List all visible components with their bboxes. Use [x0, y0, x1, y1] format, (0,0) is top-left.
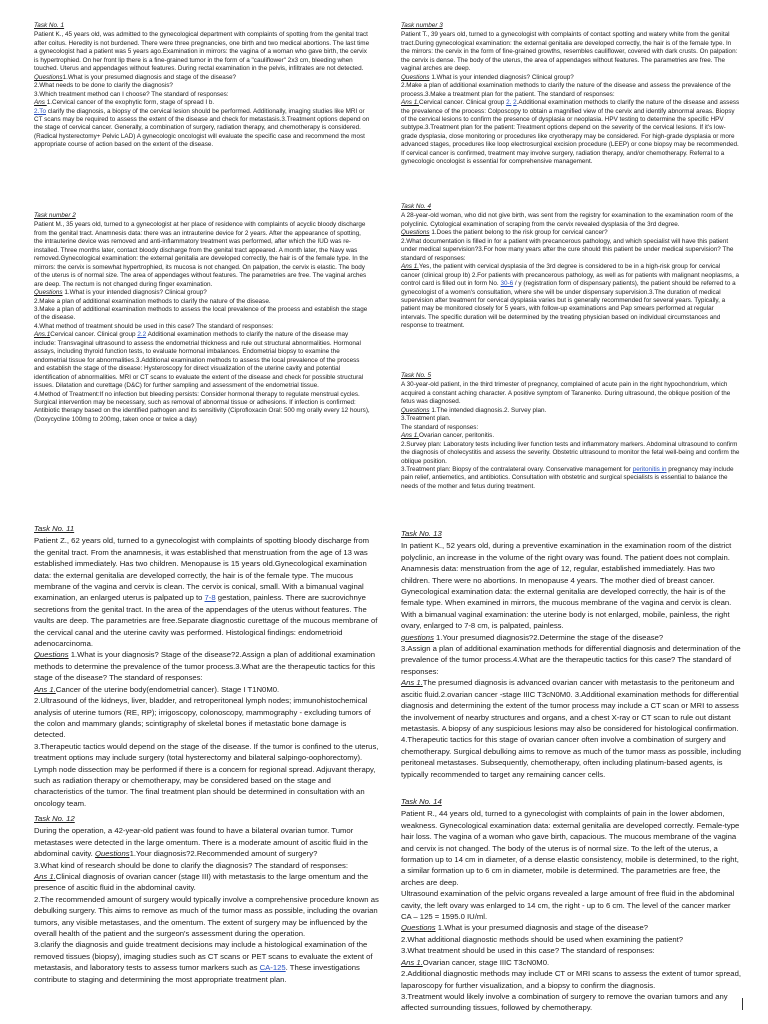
task-paragraph — [34, 825, 380, 859]
text-run: 2.Make a plan of additional examination methods to clarify the nature of the disease and assess the prevalence of the process.3.Make a treatment plan for the patient. The standard of responses: — [401, 82, 731, 98]
task-paragraph — [34, 535, 380, 649]
task-paragraph — [34, 391, 370, 425]
section-label: Questions — [401, 406, 430, 414]
text-run: 3.Make a plan of additional examination methods to assess the local prevalence of the process and establish the stage of the disease. — [34, 305, 368, 322]
text-run: clarify the diagnosis, a biopsy of the cervical lesion should be performed. Additionally, imaging studies like MRI or CT scans may be required to assess the extent of the disease and check for metastasis.3.Treatment options depend on the stage of cervical cancer. Generally, a combination of surgery, radiation therapy, and chemotherapy is considered. (Radical hysterectomy+ Pelvic LAD) A gynecologic oncologist will evaluate the specific case and recommend the most appropriate course of action based on the extent of the disease. — [34, 107, 370, 149]
task-11 — [34, 523, 380, 809]
text-run: 1.Does the patient belong to the risk group for cervical cancer? — [429, 229, 608, 237]
text-run: Gynecological examination data: the external genitalia are developed correctly, the hair is of the female type. When examined in mirrors, the mucous membrane of the vagina and cervix is clean. With a bimanual vaginal examination: the uterine body is not enlarged, mobile, painless, the right ovary, enlarged to 7-8 cm, is palpated, painless. — [401, 587, 732, 631]
text-run: / y (registration form of dispensary patients), the patient should be referred to a gynecologist of a women's consultation, where she will be under dispensary supervision.3.The duration of medical supervision after treatment for cervical dysplasia varies but is generally recommended for several years. Typically, a patient may be monitored closely for 5 years, with follow-up examinations and Pap smears performed at regular intervals. The specific duration will be determined by the treating physician based on individual circumstances and response to treatment. — [401, 280, 736, 330]
task-paragraph — [34, 860, 380, 871]
text-run: 1.What is your intended diagnosis? Clinical group? — [429, 73, 574, 81]
task-paragraph — [401, 212, 740, 229]
text-run: A 30-year-old patient, in the third trimester of pregnancy, complained of acute pain in the right hypochondrium, which acquired a constant aching character. A positive symptom of Taranenko. During ultrasound, the oblique position of the fetus was diagnosed. — [401, 381, 731, 406]
task-paragraph — [34, 649, 380, 683]
text-run: 2.Make a plan of additional examination methods to clarify the nature of the disease. — [34, 297, 271, 305]
text-run: Clinical diagnosis of ovarian cancer (stage III) with metastasis to the large omentum and the presence of ascitic fluid in the abdominal cavity. — [34, 872, 369, 893]
task-paragraph — [401, 677, 741, 734]
section-label: Ans 1. — [401, 957, 423, 967]
inline-link[interactable]: peritonitis in — [632, 465, 667, 473]
task-paragraph — [401, 415, 740, 423]
text-run: 1.Your diagnosis?2.Recommended amount of surgery? — [129, 849, 318, 859]
section-label: Ans 1. — [34, 684, 56, 694]
task-paragraph — [401, 424, 740, 432]
text-run: 2.Survey plan: Laboratory tests including liver function tests and inflammatory markers. Abdominal ultrasound to confirm the diagnosis of cholecystitis and assess the severity. Obstetric ultrasound to monitor the fetal well-being and confirm the oblique position. — [401, 440, 740, 465]
text-run: During the operation, a 42-year-old patient was found to have a bilateral ovarian tumor. Tumor metastases were detected in the large omentum. There is a moderate amount of ascitic fluid in the abdominal cavity. — [34, 826, 369, 859]
section-label: Questions — [94, 849, 130, 859]
inline-link[interactable]: 2 — [513, 99, 517, 107]
text-run: Patient M., 35 years old, turned to a gynecologist at her place of residence with complaints of acyclic bloody discharge from the genital tract. Anamnesis data: there was an intrauterine device for 2 years. After the appearance of spotting, the intrauterine device was removed and anti-inflammatory treatment was performed, after which the IUD was re-installed. Three months later, contact bloody discharge from the genital tract appeared. A month later, the Navy was removed.Gynecological examination: the external genitalia are developed correctly, the hair is of the female type. In the mirrors: the cervix is somewhat hypertrophied, its mucosa is not changed. On palpation, the cervix is elastic. The body of the uterus is of normal size. The area of appendages without features. The parametries are free. The vaginal arches are deep. The rectum is not changed during finger examination. — [34, 221, 369, 288]
text-run: . These investigations contribute to staging and determining the most appropriate treatment plan. — [34, 963, 360, 984]
task-heading: Task No. 1 — [34, 22, 65, 29]
task-heading: Task No. 12 — [34, 814, 75, 823]
task-paragraph — [401, 99, 740, 167]
task-paragraph — [34, 298, 370, 306]
task-paragraph — [401, 82, 740, 99]
section-label: Ans 1. — [401, 99, 419, 107]
task-paragraph — [401, 643, 741, 677]
inline-link[interactable]: CA-125 — [259, 963, 286, 973]
task-paragraph — [34, 91, 370, 99]
text-run: Yes, the patient with cervical dysplasia of the 3rd degree is considered to be in a high-risk group for cervical cancer (clinical group Ib) 2.For patients with precancerous pathology, as well as for patients with malignant neoplasms, a control card is filled out in form No. — [401, 263, 740, 288]
section-label: Ans 1. — [401, 432, 419, 440]
task-1 — [34, 22, 370, 150]
text-run: 3.Therapeutic tactics would depend on the stage of the disease. If the tumor is confined to the uterus, treatment options may include surgery (total hysterectomy and bilateral salpingo-oophorectomy). Lymph node dissection may be performed if there is a concern for regional spread. Adjuvant therapy, such as radiation therapy or chemotherapy, may be considered based on the stage and characteristics of the tumor. The final treatment plan should be determined in consultation with an oncology team. — [34, 741, 379, 808]
text-run: 2.The recommended amount of surgery would typically involve a comprehensive procedure known as debulking surgery. This aims to remove as much of the tumor mass as possible, including the ovarian tumors, any visible metastases, and the omentum. The extent of surgery may be influenced by the overall health of the patient and the surgeon's assessment during the operation. — [34, 894, 379, 939]
task-paragraph — [34, 323, 370, 331]
section-label: Questions — [401, 229, 430, 237]
text-run: Ultrasound examination of the pelvic organs revealed a large amount of free fluid in the abdominal cavity, the left ovary was enlarged to 14 cm, the right - up to 6 cm. The level of the cancer marker CA – 125 = 1595.0 IU/ml. — [401, 889, 735, 922]
task-14 — [401, 796, 741, 1014]
task-paragraph — [34, 221, 370, 289]
task-paragraph — [34, 31, 370, 73]
task-paragraph — [401, 957, 741, 968]
text-run: A 28-year-old woman, who did not give birth, was sent from the registry for examination to the examination room of the polyclinic. Cytological examination of scraping from the cervix revealed dysplasia of the 3rd degree. — [401, 212, 734, 228]
task-paragraph — [401, 263, 740, 331]
task-paragraph — [401, 407, 740, 415]
text-cursor — [742, 998, 743, 1010]
task-2 — [34, 212, 370, 424]
text-run: In patient K., 52 years old, during a preventive examination in the examination room of the district polyclinic, an increase in the volume of the right ovary was found. The patient does not complain. Anamnesis data: menstruation from the age of 12, regular, established immediately. Has two children. There were no abortions. In menopause 4 years. The mother died of breast cancer. — [401, 541, 732, 585]
text-run: The standard of responses: — [401, 423, 479, 431]
task-paragraph — [34, 74, 370, 82]
task-heading: Task number 3 — [401, 22, 443, 29]
text-run: Patient K., 45 years old, was admitted to the gynecological department with complaints of spotting from the genital tract after coitus. Heredity is not burdened. There were three pregnancies, one birth and two medical abortions. The last time a gynecologist had a patient was 5 years ago.Examination in mirrors: the vagina of a woman who gave birth, the cervix is hypertrophied. On her front lip there is a fine-grained tumor in the form of a "cauliflower" 2x3 cm, bleeding when touched. Uterus and appendages without features. During rectal examination in the pelvis, infiltrates are not detected. — [34, 31, 370, 73]
task-paragraph — [34, 939, 380, 985]
section-label: Ans — [34, 99, 47, 107]
task-paragraph — [401, 968, 741, 991]
task-paragraph — [401, 432, 740, 440]
text-run: Cancer of the uterine body(endometrial cancer). Stage I T1N0M0. — [55, 684, 280, 694]
task-paragraph — [34, 871, 380, 894]
text-run: 1.The intended diagnosis.2. Survey plan. — [429, 406, 547, 414]
task-paragraph — [401, 934, 741, 945]
inline-link[interactable]: 2. — [506, 99, 512, 107]
task-paragraph — [401, 229, 740, 237]
text-run: Patient T., 39 years old, turned to a gynecologist with complaints of contact spotting and watery white from the genital tract.During gynecological examination: the external genitalia are developed correctly, the hair is of the female type. In the mirrors: the cervix in the form of fine-grained growths, resembles cauliflower, covered with dark crusts. On palpation: the cervix is dense. The body of the uterus, the area of appendages without features. The parametries are free. The vaginal arches are deep. — [401, 31, 738, 73]
task-13 — [401, 528, 741, 780]
task-paragraph — [401, 888, 741, 922]
text-run: Patient Z., 62 years old, turned to a gynecologist with complaints of spotting bloody discharge from the genital tract. From the anamnesis, it was established that menstruation from the age of 13 was established immediately. Has two children. Menopause is 15 years old.Gynecological examination data: the external genitalia are developed correctly, the hair is of the female type. The mucous membrane of the vagina and cervix is clean. The cervix is conical, small. With a bimanual vaginal examination, an enlarged uterus is palpated up to — [34, 536, 370, 603]
text-run: The presumed diagnosis is advanced ovarian cancer with metastasis to the peritoneum and ascitic fluid.2.ovarian cancer -stage IIIC T3cN0M0. 3.Additional examination methods for differential diagnosis and determining the extent of the tumor process may include a CT scan or MRI to assess the involvement of nearby structures and organs, and a chest X-ray or CT scan to rule out distant metastasis. A biopsy of any suspicious lesions may also be considered for histological confirmation. — [401, 678, 739, 733]
text-run: 4.What method of treatment should be used in this case? The standard of responses: — [34, 322, 274, 330]
section-label: Questions — [34, 650, 69, 660]
text-run: 3.Assign a plan of additional examination methods for differential diagnosis and determination of the prevalence of the tumor process.4.What are the therapeutic tactics for this case? The standard of responses: — [401, 644, 741, 676]
text-run: 3.Treatment would likely involve a combination of surgery to remove the ovarian tumors and any affected surrounding tissues, followed by chemotherapy. — [401, 991, 728, 1013]
text-run: 4.Method of Treatment:If no infection but bleeding persists: Consider hormonal therapy to regulate menstrual cycles. Surgical intervention may be necessary, such as removal of abnormal tissue or adhesions. If infection is confirmed: Antibiotic therapy based on the identified pathogen and its sensitivity (Ciprofloxacin Oral: 500 mg orally every 12 hours), (Doxycycline 100mg to 200mg, taken once or twice a day) — [34, 390, 370, 423]
text-run: 1.Your presumed diagnosis?2.Determine the stage of the disease? — [433, 632, 664, 642]
section-label: Questions — [34, 73, 63, 81]
text-run: Cervical cancer. Clinical group — [418, 99, 507, 107]
task-paragraph — [401, 441, 740, 466]
text-run: 3.What treatment should be used in this case? The standard of responses: — [401, 946, 655, 956]
inline-link[interactable]: 2.2 — [137, 331, 147, 339]
task-paragraph — [34, 306, 370, 323]
text-run: 1.What is your intended diagnosis? Clinical group? — [62, 289, 207, 297]
task-paragraph — [401, 31, 740, 73]
task-paragraph — [34, 741, 380, 809]
task-paragraph — [401, 540, 741, 586]
task-paragraph — [401, 74, 740, 82]
text-run: 2.Ultrasound of the kidneys, liver, bladder, and retroperitoneal lymph nodes; immunohistochemical analysis of uterine tumors (RE, RP); irrigoscopy, colonoscopy, mammography - excluding tumors of the colon and mammary glands; scintigraphy of skeletal bones if metastatic bone damage is detected. — [34, 696, 371, 740]
text-run: 3.Treatment plan: Biopsy of the contralateral ovary. Conservative management for — [401, 465, 633, 473]
text-run: 3.What kind of research should be done to clarify the diagnosis? The standard of responses: — [34, 860, 348, 870]
text-run: 1.Cervical cancer of the exophytic form, stage of spread I b. — [46, 99, 215, 107]
task-paragraph — [401, 945, 741, 956]
text-run: 1.What is your diagnosis? Stage of the disease?2.Assign a plan of additional examination methods to determine the prevalence of the tumor process.3.What are the therapeutic tactics for this stage of the disease? The standard of responses: — [34, 650, 376, 683]
inline-link[interactable]: 7-8 — [204, 593, 216, 603]
task-paragraph — [34, 99, 370, 107]
task-heading: Task No. 13 — [401, 529, 442, 538]
text-run: 2.What needs to be done to clarify the diagnosis? — [34, 82, 173, 90]
inline-link[interactable]: 30-6 — [500, 280, 514, 288]
task-paragraph — [401, 238, 740, 263]
text-run: .Additional examination methods to clarify the nature of the disease and assess the prevalence of the process: Colposcopy to obtain a magnified view of the cervix and identify abnormal areas. Biopsy of the cervical lesions to confirm the presence of dysplasia or neoplasia. HPV testing to determine the specific HPV subtype.3.Treatment plan for the patient: Treatment options depend on the severity of the cervical lesions. If it's low-grade dysplasia, close monitoring or procedures like cryotherapy may be considered. For high-grade dysplasia or more advanced stages, procedures like loop electrosurgical excision procedure (LEEP) or cone biopsy may be recommended. If cervical cancer is confirmed, treatment may involve surgery, radiation therapy, and/or chemotherapy. Referral to a gynecologic oncologist is essential for comprehensive management. — [401, 99, 740, 166]
task-5 — [401, 372, 740, 491]
task-12 — [34, 813, 380, 985]
task-paragraph — [34, 108, 370, 150]
task-paragraph — [401, 632, 741, 643]
task-paragraph — [401, 991, 741, 1014]
text-run: 4.Therapeutic tactics for this stage of ovarian cancer often involve a combination of surgery and chemotherapy. Surgical debulking aims to remove as much of the tumor mass as possible, including peritoneal metastases. Subsequently, chemotherapy, often including platinum-based agents, is typically recommended to target any remaining cancer cells. — [401, 735, 741, 779]
text-run: Ovarian cancer, stage IIIC T3cN0M0. — [422, 957, 550, 967]
task-paragraph — [401, 381, 740, 406]
section-label: Questions — [401, 923, 436, 933]
task-paragraph — [401, 734, 741, 780]
section-label: Questions — [401, 73, 430, 81]
section-label: Questions — [34, 289, 63, 297]
section-label: Ans 1. — [401, 678, 423, 688]
task-paragraph — [34, 331, 370, 390]
task-paragraph — [34, 82, 370, 90]
section-label: Ans 1. — [34, 872, 56, 882]
task-paragraph — [401, 466, 740, 491]
text-run: 2.What documentation is filled in for a patient with precancerous pathology, and which specialist will have this patient under medical supervision?3.For how many years after the cure should this patient be under medical supervision? The standard of responses: — [401, 237, 734, 262]
text-run: 3.clarify the diagnosis and guide treatment decisions may include a histological examination of the removed tissues (biopsy), imaging studies such as CT scans or PET scans to evaluate the extent of metastasis, and laboratory tests to assess tumor markers such as — [34, 940, 373, 973]
task-paragraph — [401, 922, 741, 933]
text-run: 3.Treatment plan. — [401, 415, 451, 423]
text-run: Ovarian cancer, peritonitis. — [418, 432, 495, 440]
task-heading: Task No. 4 — [401, 203, 432, 210]
task-heading: Task No. 5 — [401, 372, 432, 379]
text-run: 2.What additional diagnostic methods should be used when examining the patient? — [401, 934, 684, 944]
task-paragraph — [401, 586, 741, 632]
text-run: gestation, painless. There are sucrovichnye secretions from the genital tract. In the area of the appendages of the uterus without features. The vaults are deep. The parametries are free.Separate diagnostic curettage of the mucous membrane of the cervical canal and the uterine cavity was performed. Histological findings: endometrioid adenocarcinoma. — [34, 593, 378, 649]
task-heading: Task number 2 — [34, 212, 76, 219]
task-paragraph — [34, 695, 380, 741]
text-run: 1.What is your presumed diagnosis and stage of the disease? — [435, 923, 649, 933]
section-label: Ans.1 — [34, 331, 51, 339]
text-run: Additional examination methods to clarify the nature of the disease may include: Transvaginal ultrasound to assess the endometrial thickness and rule out structural abnormalities. Hormonal assays, including thyroid function tests, to evaluate hormonal imbalances. Endometrial biopsy to examine the endometrial tissue for abnormalities.3.Additional examination methods to assess the local prevalence of the process and establish the stage of the disease: Hysteroscopy for direct visualization of the uterine cavity and potential identification of abnormalities. MRI or CT scans to evaluate the extent of the disease and check for possible structural issues. Dilatation and curettage (D&C) for further sampling and assessment of the endometrial tissue. — [34, 331, 364, 390]
task-heading: Task No. 11 — [34, 524, 75, 533]
text-run: 2.Additional diagnostic methods may include CT or MRI scans to assess the extent of tumor spread, laparoscopy for further visualization, and a biopsy to confirm the diagnosis. — [401, 969, 741, 990]
task-4 — [401, 203, 740, 331]
inline-link[interactable]: 2.To — [34, 107, 46, 115]
task-paragraph — [34, 894, 380, 940]
text-run: pregnancy may include pain relief, antiemetics, and antibiotics. Consultation with obstetric and surgical specialists is essential to balance the needs of the mother and fetus during treatment. — [401, 465, 734, 490]
text-run: 1.What is your presumed diagnosis and stage of the disease? — [62, 73, 237, 81]
task-paragraph — [34, 289, 370, 297]
section-label: questions — [401, 632, 434, 642]
task-heading: Task No. 14 — [401, 797, 442, 806]
text-run: Cervical cancer. Clinical group — [50, 331, 138, 339]
text-run: 3.Which treatment method can I choose? The standard of responses: — [34, 90, 229, 98]
text-run: Patient R., 44 years old, turned to a gynecologist with complaints of pain in the lower abdomen, weakness. Gynecological examination data: external genitalia are developed correctly. Female-type hair loss. The vagina of a woman who gave birth, capacious. The mucous membrane of the vagina and cervix is not changed. The body of the uterus is of normal size. To the left of the uterus, a formation up to 14 cm in diameter, of a dense elastic consistency, mobile is determined, to the right, a similar formation up to 6 cm in diameter, mobile is determined. The parametries are free, the arches are deep. — [401, 809, 740, 887]
task-paragraph — [34, 684, 380, 695]
task-3 — [401, 22, 740, 167]
section-label: Ans 1. — [401, 263, 419, 271]
task-paragraph — [401, 808, 741, 888]
